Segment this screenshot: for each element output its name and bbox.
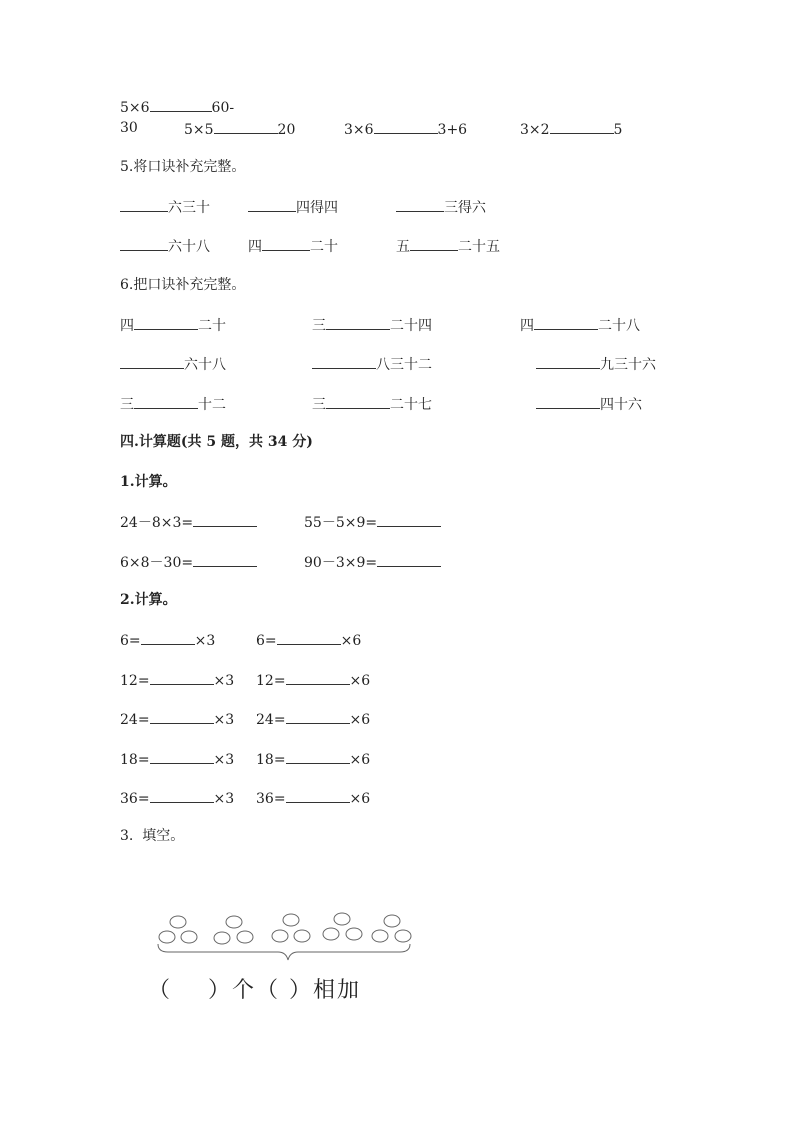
q2-text: 36=	[120, 791, 150, 807]
circle	[372, 930, 388, 942]
q5-text: 四	[248, 239, 262, 255]
q2-text: ×3	[213, 791, 235, 807]
blank[interactable]	[134, 396, 198, 409]
q6-item	[536, 356, 656, 372]
blank[interactable]	[377, 554, 441, 567]
q5-text: 四得四	[296, 200, 338, 216]
blank[interactable]	[120, 199, 168, 212]
q6-text: 三	[312, 397, 326, 413]
q6-title: 6.把口诀补充完整。	[120, 277, 246, 293]
q2-text: 12=	[256, 673, 286, 689]
blank[interactable]	[396, 199, 444, 212]
q5-text: 三得六	[444, 200, 486, 216]
blank[interactable]	[120, 356, 184, 369]
circle	[334, 913, 350, 925]
q2-text: 6=	[120, 633, 141, 649]
circle	[384, 915, 400, 927]
q1-expr: 55－5×9=	[304, 515, 378, 531]
expr-d-left: 3×2	[520, 122, 550, 138]
circle	[170, 916, 186, 928]
circle	[272, 930, 288, 942]
blank[interactable]	[312, 356, 376, 369]
q6-item	[312, 317, 432, 333]
q6-item	[120, 396, 226, 412]
q2-text: ×6	[340, 633, 362, 649]
blank[interactable]	[120, 238, 168, 251]
expr-c-left: 3×6	[344, 122, 374, 138]
q2-item-left	[120, 790, 234, 806]
q5-item	[248, 238, 338, 254]
q5-title: 5.将口诀补充完整。	[120, 159, 246, 175]
circle	[237, 931, 253, 943]
q6-text: 九三十六	[600, 357, 656, 373]
circle	[323, 928, 339, 940]
q6-text: 二十八	[598, 318, 640, 334]
q5-text: 五	[396, 239, 410, 255]
blank[interactable]	[326, 317, 390, 330]
q5-text: 六三十	[168, 200, 210, 216]
blank[interactable]	[374, 121, 438, 134]
q2-text: 18=	[120, 752, 150, 768]
q2-text: ×3	[213, 752, 235, 768]
q3-caption: （ ）个（ ）相加	[148, 978, 361, 1003]
q1-item	[304, 554, 441, 570]
q1-expr: 6×8－30=	[120, 555, 194, 571]
expr-c-right: 3+6	[437, 122, 468, 138]
q5-item	[248, 199, 338, 215]
q6-text: 二十七	[390, 397, 432, 413]
q6-item	[536, 396, 642, 412]
blank[interactable]	[193, 554, 257, 567]
q1-title: 1.计算。	[120, 474, 177, 490]
q6-text: 八三十二	[376, 357, 432, 373]
blank[interactable]	[248, 199, 296, 212]
blank[interactable]	[214, 121, 278, 134]
q6-text: 四十六	[600, 397, 642, 413]
expr-a-wrap: 30	[120, 120, 138, 136]
circle	[294, 930, 310, 942]
q2-text: ×6	[349, 712, 371, 728]
blank[interactable]	[150, 99, 212, 112]
q2-item-right	[256, 632, 361, 648]
circle-groups-figure	[150, 906, 430, 966]
q5-item	[396, 238, 500, 254]
expr-a-right: 60-	[211, 100, 235, 116]
q2-text: ×3	[213, 673, 235, 689]
circle	[226, 916, 242, 928]
blank[interactable]	[277, 632, 341, 645]
blank[interactable]	[150, 711, 214, 724]
blank[interactable]	[286, 790, 350, 803]
q1-item	[120, 554, 257, 570]
q6-item	[120, 356, 226, 372]
expr-b-left: 5×5	[184, 122, 214, 138]
blank[interactable]	[550, 121, 614, 134]
q5-item	[120, 238, 210, 254]
expr-a	[120, 99, 234, 115]
q3-title: 3. 填空。	[120, 828, 185, 844]
circle	[181, 931, 197, 943]
q2-item-left	[120, 751, 234, 767]
circle	[346, 928, 362, 940]
section-title: 四.计算题(共 5 题，共 34 分)	[120, 434, 313, 450]
q2-text: 24=	[256, 712, 286, 728]
blank[interactable]	[150, 672, 214, 685]
blank[interactable]	[193, 514, 257, 527]
q2-item-right	[256, 711, 370, 727]
q6-text: 二十四	[390, 318, 432, 334]
blank[interactable]	[286, 751, 350, 764]
q2-text: ×6	[349, 791, 371, 807]
q1-item	[304, 514, 441, 530]
q6-item	[312, 356, 432, 372]
q2-item-right	[256, 672, 370, 688]
blank[interactable]	[134, 317, 198, 330]
q6-text: 十二	[198, 397, 226, 413]
q2-item-right	[256, 790, 370, 806]
q2-text: 18=	[256, 752, 286, 768]
blank[interactable]	[141, 632, 195, 645]
expr-d-right: 5	[613, 122, 623, 138]
q6-text: 四	[120, 318, 134, 334]
q6-text: 六十八	[184, 357, 226, 373]
circle	[159, 931, 175, 943]
blank[interactable]	[286, 711, 350, 724]
q6-text: 四	[520, 318, 534, 334]
q5-item	[120, 199, 210, 215]
q2-text: ×3	[194, 633, 216, 649]
q2-text: ×3	[213, 712, 235, 728]
blank[interactable]	[286, 672, 350, 685]
blank[interactable]	[410, 238, 458, 251]
q5-text: 二十	[310, 239, 338, 255]
blank[interactable]	[262, 238, 310, 251]
blank[interactable]	[150, 790, 214, 803]
q2-text: 24=	[120, 712, 150, 728]
circle	[283, 914, 299, 926]
circle	[214, 932, 230, 944]
curly-brace	[158, 944, 410, 960]
q6-text: 二十	[198, 318, 226, 334]
blank[interactable]	[534, 317, 598, 330]
q6-item	[520, 317, 640, 333]
circle	[395, 930, 411, 942]
expr-b	[184, 121, 295, 137]
q2-item-left	[120, 632, 215, 648]
q5-text: 六十八	[168, 239, 210, 255]
q5-text: 二十五	[458, 239, 500, 255]
blank[interactable]	[326, 396, 390, 409]
q5-item	[396, 199, 486, 215]
q2-text: 12=	[120, 673, 150, 689]
blank[interactable]	[377, 514, 441, 527]
q2-item-right	[256, 751, 370, 767]
blank[interactable]	[536, 396, 600, 409]
q1-item	[120, 514, 257, 530]
expr-d	[520, 121, 622, 137]
blank[interactable]	[150, 751, 214, 764]
expr-a-left: 5×6	[120, 100, 150, 116]
q6-text: 三	[312, 318, 326, 334]
q2-item-left	[120, 672, 234, 688]
blank[interactable]	[536, 356, 600, 369]
q6-item	[312, 396, 432, 412]
expr-b-right: 20	[277, 122, 296, 138]
q2-text: ×6	[349, 752, 371, 768]
expr-c	[344, 121, 467, 137]
q6-item	[120, 317, 226, 333]
q2-title: 2.计算。	[120, 592, 177, 608]
q2-item-left	[120, 711, 234, 727]
q2-text: 6=	[256, 633, 277, 649]
q2-text: ×6	[349, 673, 371, 689]
q1-expr: 24－8×3=	[120, 515, 194, 531]
q2-text: 36=	[256, 791, 286, 807]
q1-expr: 90－3×9=	[304, 555, 378, 571]
q6-text: 三	[120, 397, 134, 413]
